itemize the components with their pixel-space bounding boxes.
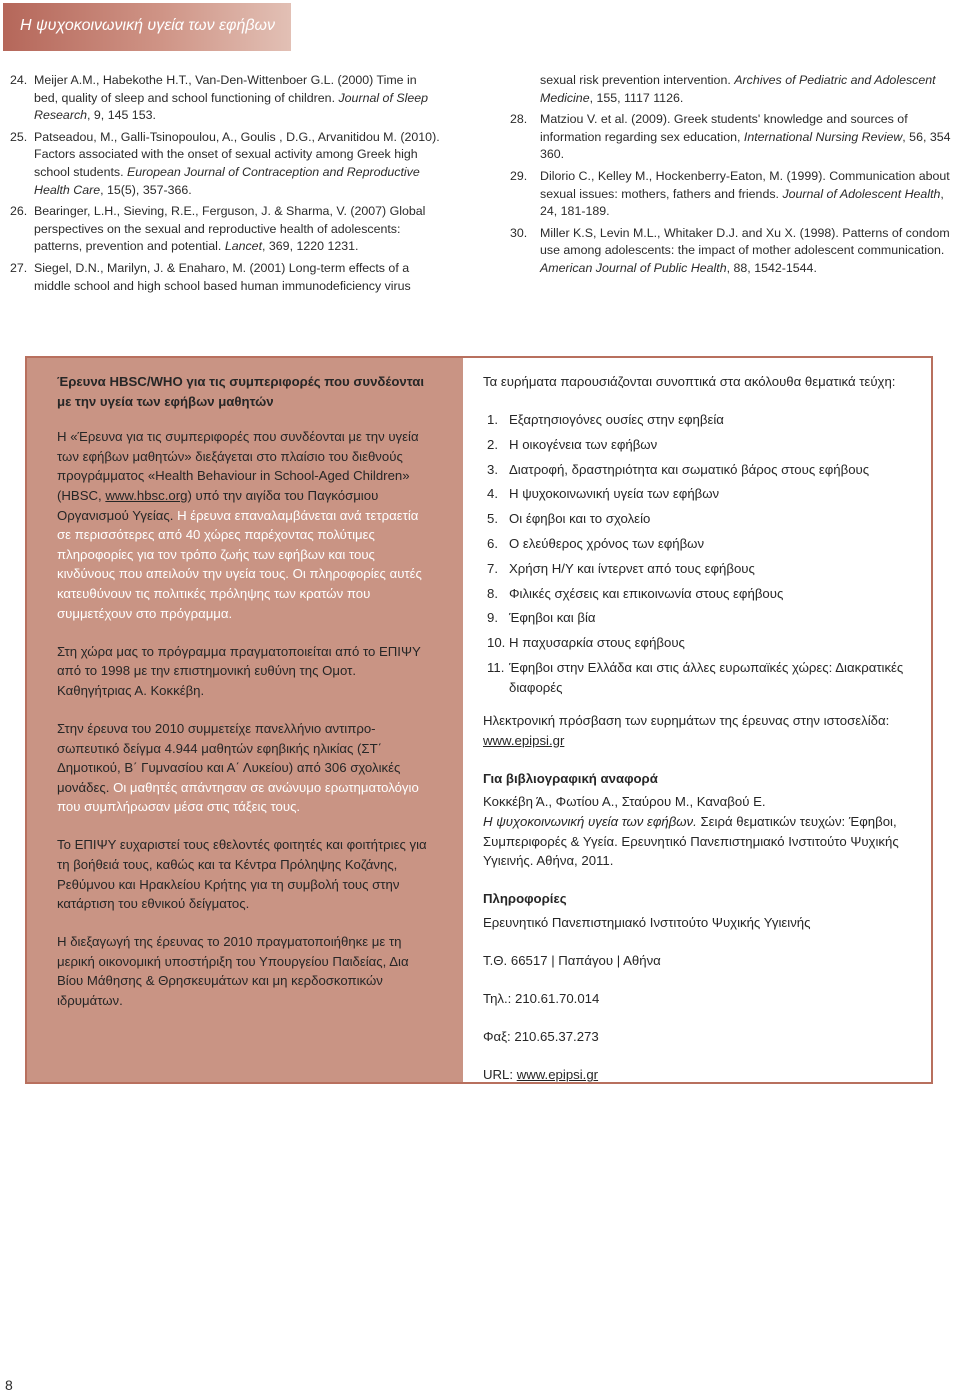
reference-number: 25.	[10, 129, 28, 144]
thematic-issues-list	[483, 410, 915, 697]
info-url: URL: www.epipsi.gr	[483, 1067, 599, 1083]
hbsc-link[interactable]: www.hbsc.org	[105, 487, 188, 503]
references-right-column	[510, 72, 956, 282]
thematic-issue-item: 4. Η ψυχοκοινωνική υγεία των εφήβων	[487, 486, 720, 502]
journal-name: Journal of Adolescent Health	[782, 186, 941, 201]
survey-paragraph-3: Στην έρευνα του 2010 συμμετείχε πανελλήνιο αντιπρο-σωπευτικό δείγμα 4.944 μαθητών εφηβικής ηλικίας (ΣΤ΄ Δημοτικού, Β΄ Γυμνασίου και Α΄ Λυκείου) από 306 σχολικές μονάδες. Οι μαθητές απάντησαν σε ανώνυμο ερωτηματολόγιο που συμπλήρωσαν μέσα στις τάξεις τους.	[57, 720, 419, 815]
citation-text: Κοκκέβη Ά., Φωτίου Α., Σταύρου Μ., Καναβού Ε. Η ψυχοκοινωνική υγεία των εφήβων. Σειρά θεματικών τευχών: Έφηβοι, Συμπεριφορές & Υγεία. Ερευνητικό Πανεπιστημιακό Ινστιτούτο Ψυχικής Υγιεινής. Αθήνα, 2011.	[483, 794, 899, 869]
reference-item: 29. Dilorio C., Kelley M., Hockenberry-Eaton, M. (1999). Communication about sexual issues: mothers, fathers and friends. Journal of Adolescent Health, 24, 181-189.	[510, 168, 950, 219]
thematic-issue-item: 3. Διατροφή, δραστηριότητα και σωματικό βάρος στους εφήβους	[487, 461, 870, 477]
thematic-issue-item: 7. Χρήση Η/Υ και ίντερνετ από τους εφήβους	[487, 560, 755, 576]
citation-heading: Για βιβλιογραφική αναφορά	[483, 770, 658, 786]
journal-name: Journal of Sleep Research	[34, 90, 429, 123]
thematic-issue-item: 10. Η παχυσαρκία στους εφήβους	[487, 635, 685, 651]
epipsi-link[interactable]: www.epipsi.gr	[483, 732, 565, 748]
journal-name: International Nursing Review	[743, 129, 903, 144]
info-tel: Τηλ.: 210.61.70.014	[483, 991, 600, 1007]
electronic-access: Ηλεκτρονική πρόσβαση των ευρημάτων της έρευνας στην ιστοσελίδα: www.epipsi.gr	[483, 713, 890, 748]
survey-description-panel	[27, 358, 463, 1082]
thematic-issue-item: 5. Οι έφηβοι και το σχολείο	[487, 511, 651, 527]
info-heading: Πληροφορίες	[483, 891, 567, 907]
reference-number: 30.	[510, 225, 528, 240]
thematic-issue-item: 11. Έφηβοι στην Ελλάδα και στις άλλες ευρωπαϊκές χώρες: Διακρατικές διαφορές	[487, 659, 904, 695]
survey-paragraph-2: Στη χώρα μας το πρόγραμμα πραγματοποιείται από το ΕΠΙΨΥ από το 1998 με την επιστημονική ευθύνη της Ομοτ. Καθηγήτριας Α. Κοκκέβη.	[57, 643, 421, 698]
info-box	[25, 356, 933, 1084]
header-bar	[3, 3, 291, 51]
thematic-issue-item: 9. Έφηβοι και βία	[487, 610, 596, 626]
epipsi-url-link[interactable]: www.epipsi.gr	[516, 1067, 599, 1083]
thematic-issue-item: 8. Φιλικές σχέσεις και επικοινωνία στους εφήβους	[487, 585, 784, 601]
journal-name: American Journal of Public Health	[540, 260, 727, 275]
info-address: Τ.Θ. 66517 | Παπάγου | Αθήνα	[483, 952, 661, 968]
page-title: Η ψυχοκοινωνική υγεία των εφήβων	[20, 17, 275, 34]
journal-name: Archives of Pediatric and Adolescent Medicine	[540, 73, 936, 105]
thematic-issue-item: 6. Ο ελεύθερος χρόνος των εφήβων	[487, 536, 705, 551]
reference-number: 27.	[10, 260, 28, 275]
survey-paragraph-1: Η «Έρευνα για τις συμπεριφορές που συνδέονται με την υγεία των εφήβων μαθητών» διεξάγεται στο πλαίσιο του διεθνούς προγράμματος «Health Behaviour in School-Aged Children» (HBSC, www.hbsc.org) υπό την αιγίδα του Παγκόσμιου Οργανισμού Υγείας. Η έρευνα επαναλαμβάνεται ανά τετραετία σε περισσότερες από 40 χώρες παρέχοντας πολύτιμες πληροφορίες για τον τρόπο ζωής των εφήβων και τους κινδύνους που απειλούν την υγεία τους. Οι πληροφορίες αυτές κατευθύνουν τις πολιτικές πρόληψης των κρατών που συμμετέχουν στο πρόγραμμα.	[57, 429, 422, 621]
reference-item: 30. Miller K.S, Levin M.L., Whitaker D.J. and Xu X. (1998). Patterns of condom use among adolescents: the impact of mother adolescent communication. American Journal of Public Health, 88, 1542-1544.	[510, 225, 950, 275]
journal-name: European Journal of Contraception and Reproductive Health Care	[34, 164, 420, 197]
info-org: Ερευνητικό Πανεπιστημιακό Ινστιτούτο Ψυχικής Υγιεινής	[483, 914, 811, 930]
survey-paragraph-5: Η διεξαγωγή της έρευνας το 2010 πραγματοποιήθηκε με τη μερική οικονομική υποστήριξη του Υπουργείου Παιδείας, Δια Βίου Μάθησης & Θρησκευμάτων και μη κερδοσκοπικών ιδρυμάτων.	[57, 934, 409, 1009]
info-fax: Φαξ: 210.65.37.273	[483, 1029, 599, 1045]
reference-number: 26.	[10, 204, 28, 219]
reference-item: 24. Meijer A.M., Habekothe H.T., Van-Den-Wittenboer G.L. (2000) Time in bed, quality of sleep and school functioning of children. Journal of Sleep Research, 9, 145 153.	[10, 73, 429, 123]
reference-item: 25. Patseadou, M., Galli-Tsinopoulou, A., Goulis , D.G., Arvanitidou M. (2010). Factors associated with the onset of sexual activity among Greek high school students. European Journal of Contraception and Reproductive Health Care, 15(5), 357-366.	[10, 129, 440, 197]
survey-paragraph-4: Το ΕΠΙΨΥ ευχαριστεί τους εθελοντές φοιτητές και φοιτήτριες για τη βοήθειά τους, καθώς και τα Κέντρα Πρόληψης Κοζάνης, Ρεθύμνου και Ηρακλείου Κρήτης για τη συμβολή τους στην κατάρτιση του εθνικού δείγματος.	[57, 837, 427, 912]
reference-number: 24.	[10, 73, 28, 87]
journal-name: Lancet	[224, 239, 263, 254]
reference-item: 26. Bearinger, L.H., Sieving, R.E., Ferguson, J. & Sharma, V. (2007) Global perspectives on the sexual and reproductive health of adolescents: patterns, prevention and potential. Lancet, 369, 1220 1231.	[10, 204, 426, 254]
thematic-issue-item: 2. Η οικογένεια των εφήβων	[487, 436, 658, 452]
findings-intro: Τα ευρήματα παρουσιάζονται συνοπτικά στα ακόλουθα θεματικά τεύχη:	[483, 374, 896, 389]
thematic-issue-item: 1. Εξαρτησιογόνες ουσίες στην εφηβεία	[487, 412, 724, 428]
references-left-column	[10, 72, 440, 299]
findings-panel	[483, 358, 923, 1082]
reference-number: 28.	[510, 112, 528, 127]
reference-item: sexual risk prevention intervention. Archives of Pediatric and Adolescent Medicine, 155, 1117 1126.	[540, 73, 936, 105]
reference-item: 27. Siegel, D.N., Marilyn, J. & Enaharo, M. (2001) Long-term effects of a middle school and high school based human immunodeficiency virus	[10, 260, 411, 293]
reference-number: 29.	[510, 168, 528, 183]
reference-item: 28. Matziou V. et al. (2009). Greek students' knowledge and sources of information regarding sex education, International Nursing Review, 56, 354 360.	[510, 112, 951, 162]
survey-heading: Έρευνα HBSC/WHO για τις συμπεριφορές που συνδέονται με την υγεία των εφήβων μαθητών	[57, 374, 425, 409]
page-number: 8	[5, 1377, 13, 1393]
